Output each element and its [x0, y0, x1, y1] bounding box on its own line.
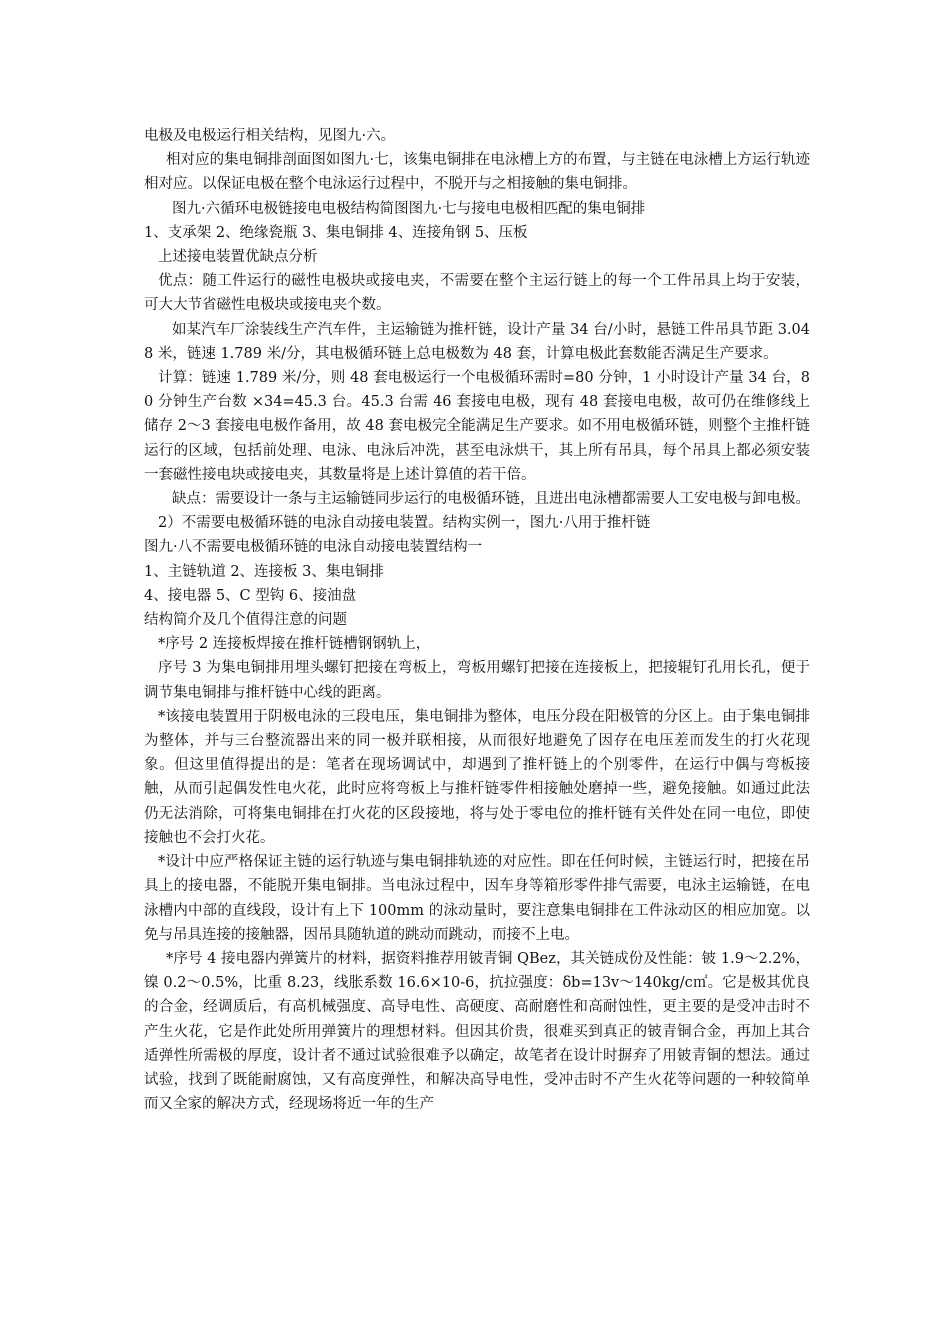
figure-caption-9-6-9-7: 图九·六循环电极链接电电极结构简图图九·七与接电电极相匹配的集电铜排 [172, 200, 646, 217]
paragraph-calculation: 计算：链速 1.789 米/分，则 48 套电极运行一个电极循环需时=80 分钟，1 小时设计产量 34 台，80 分钟生产台数 ×34=45.3 台。45.3 台需 46 套接电电极，现有 48 套接电电极，故可仍在维修线上储存 2～3 套接电电极作备用，故 48 套电极完全能满足生产要求。如不用电极循环链，则整个主推杆链运行的区域，包括前处理、电泳、电泳后冲洗，甚至电泳烘干，其上所有吊具，每个吊具上都必须安装一套磁性接电块或接电夹，其数量将是上述计算值的若干倍。 [144, 370, 810, 483]
note-item-busbar-mounting: 序号 3 为集电铜排用埋头螺钉把接在弯板上，弯板用螺钉把接在连接板上，把接辊钉孔用长孔，便于调节集电铜排与推杆链中心线的距离。 [144, 660, 810, 701]
paragraph-intro-ref: 电极及电极运行相关结构，见图九·六。 [144, 128, 396, 144]
figure-legend-9-8-line2: 4、接电器 5、C 型钩 6、接油盘 [144, 587, 357, 604]
note-item-voltage-sections: *该接电装置用于阴极电泳的三段电压，集电铜排为整体，电压分段在阳极管的分区上。由于集电铜排为整体，并与三台整流器出来的同一极并联相接，从而很好地避免了因存在电压差而发生的打火花现象。但这里值得提出的是：笔者在现场调试中，却遇到了推杆链上的个别零件，在运行中偶与弯板接触，从而引起偶发性电火花，此时应将弯板上与推杆链零件相接触处磨掉一些，避免接触。如通过此法仍无法消除，可将集电铜排在打火花的区段接地，将与处于零电位的推杆链有关件处在同一电位，即使接触也不会打火花。 [144, 708, 810, 846]
note-item-connecting-plate: *序号 2 连接板焊接在推杆链槽钢钢轨上， [158, 636, 431, 653]
section-heading-notes: 结构简介及几个值得注意的问题 [144, 612, 347, 629]
paragraph-example: 如某汽车厂涂装线生产汽车件，主运输链为推杆链，设计产量 34 台/小时，悬链工件吊具节距 3.048 米，链速 1.789 米/分，其电极循环链上总电极数为 48 套，计算电极此套数能否满足生产要求。 [144, 321, 810, 362]
section-heading-auto-device: 2）不需要电极循环链的电泳自动接电装置。结构实例一，图九·八用于推杆链 [158, 515, 651, 532]
figure-legend-9-7: 1、支承架 2、绝缘瓷瓶 3、集电铜排 4、连接角钢 5、压板 [144, 224, 528, 241]
figure-legend-9-8-line1: 1、主链轨道 2、连接板 3、集电铜排 [144, 563, 384, 580]
note-item-spring-material: *序号 4 接电器内弹簧片的材料，据资料推荐用铍青铜 QBez，其关链成份及性能：铍 1.9～2.2%，镍 0.2～0.5%，比重 8.23，线胀系数 16.6×10-6，抗拉强度：δb=13v～140kg/c㎡。它是极其优良的合金，经调质后，有高机械强度、高导电性、高硬度、高耐磨性和高耐蚀性，更主要的是受冲击时不产生火花，它是作此处所用弹簧片的理想材料。但因其价贵，很难买到真正的铍青铜合金，再加上其合适弹性所需极的厚度，设计者不通过试验很难予以确定，故笔者在设计时摒弃了用铍青铜的想法。通过试验，找到了既能耐腐蚀，又有高度弹性，和解决高导电性，受冲击时不产生火花等问题的一种较简单而又全家的解决方式，经现场将近一年的生产 [144, 950, 810, 1113]
paragraph-advantages: 优点：随工件运行的磁性电极块或接电夹，不需要在整个主运行链上的每一个工件吊具上均于安装，可大大节省磁性电极块或接电夹个数。 [144, 273, 810, 314]
document-body [144, 124, 810, 1116]
paragraph-busbar-section: 相对应的集电铜排剖面图如图九·七，该集电铜排在电泳槽上方的布置，与主链在电泳槽上方运行轨迹相对应。以保证电极在整个电泳运行过程中，不脱开与之相接触的集电铜排。 [144, 152, 810, 193]
section-heading-analysis: 上述接电装置优缺点分析 [158, 249, 318, 266]
note-item-track-correspondence: *设计中应严格保证主链的运行轨迹与集电铜排轨迹的对应性。即在任何时候，主链运行时，把接在吊具上的接电器，不能脱开集电铜排。当电泳过程中，因车身等箱形零件排气需要，电泳主运输链，在电泳槽内中部的直线段，设计有上下 100mm 的泳动量时，要注意集电铜排在工件泳动区的相应加宽。以免与吊具连接的接触器，因吊具随轨道的跳动而跳动，而接不上电。 [144, 854, 810, 943]
paragraph-disadvantages: 缺点：需要设计一条与主运输链同步运行的电极循环链，且进出电泳槽都需要人工安电极与卸电极。 [172, 491, 810, 508]
figure-caption-9-8: 图九·八不需要电极循环链的电泳自动接电装置结构一 [144, 539, 483, 556]
